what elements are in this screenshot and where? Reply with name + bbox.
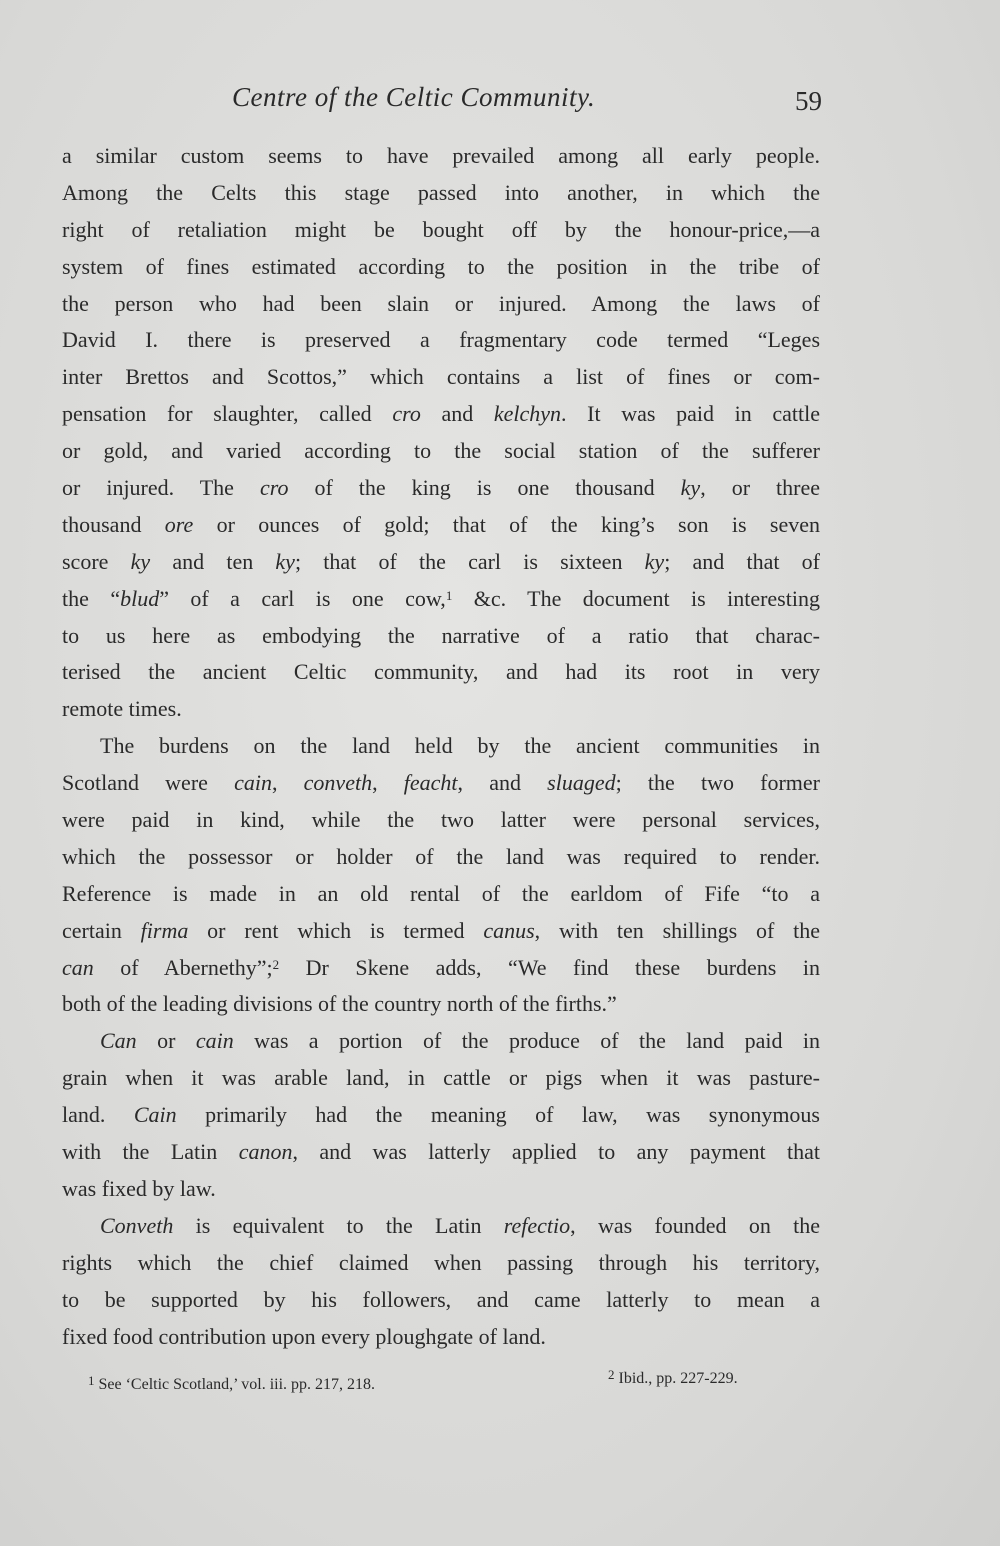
text-line: remote times. (62, 696, 182, 722)
italic-term: ore (164, 511, 194, 537)
italic-term: conveth (303, 770, 373, 796)
text-line: pensation for slaughter, called cro and kelchyn. It was paid in cattle (62, 401, 821, 427)
text-line: Reference is made in an old rental of the earldom of Fife “to a (62, 880, 820, 906)
italic-term: firma (140, 917, 189, 943)
italic-term: ky (130, 548, 151, 574)
text-line: were paid in kind, while the two latter were personal services, (62, 807, 820, 833)
text-line: was fixed by law. (62, 1175, 216, 1201)
paragraph-1 (62, 138, 820, 728)
italic-term: cain (195, 1028, 234, 1054)
text-line: land. Cain primarily had the meaning of law, was synonymous (62, 1102, 820, 1128)
paragraph-4 (62, 1208, 820, 1356)
footnote-reference: 2 (272, 956, 280, 972)
text-line: the “blud” of a carl is one cow,$^1$ &c. The document is interesting (62, 585, 820, 611)
text-line: right of retaliation might be bought off by the honour-price,—a (62, 216, 820, 242)
footnote-text: See ‘Celtic Scotland,’ vol. iii. pp. 217, 218. (98, 1376, 376, 1393)
italic-term: ky (275, 548, 295, 574)
text-line: Among the Celts this stage passed into another, in which the (62, 179, 820, 205)
text-line: rights which the chief claimed when passing through his territory, (62, 1249, 820, 1275)
text-line: inter Brettos and Scottos,” which contains a list of fines or com- (62, 364, 820, 390)
text-line: or injured. The cro of the king is one thousand ky, or three (62, 475, 820, 501)
text-line: Can or cain was a portion of the produce of the land paid in (100, 1028, 820, 1054)
footnote-reference: 1 (445, 587, 453, 603)
italic-term: ky (644, 548, 665, 574)
italic-term: cro (259, 475, 289, 501)
running-title: Centre of the Celtic Community. (232, 82, 596, 112)
text-line: to be supported by his followers, and came latterly to mean a (62, 1286, 820, 1312)
text-line: score ky and ten ky; that of the carl is sixteen ky; and that of (62, 548, 820, 574)
text-line: to us here as embodying the narrative of a ratio that charac- (62, 622, 820, 648)
page-header (62, 82, 822, 122)
text-line: with the Latin canon, and was latterly applied to any payment that (62, 1139, 820, 1165)
italic-term: refectio (503, 1212, 571, 1238)
italic-term: kelchyn (493, 401, 562, 427)
italic-term: feacht (403, 770, 458, 796)
text-line: The burdens on the land held by the ancient communities in (100, 733, 820, 759)
text-line: certain firma or rent which is termed canus, with ten shillings of the (62, 917, 820, 943)
page-number: 59 (795, 86, 822, 116)
text-line: Scotland were cain, conveth, feacht, and sluaged; the two former (62, 770, 821, 796)
italic-term: can (62, 954, 94, 980)
italic-term: ky (680, 475, 701, 501)
text-line: which the possessor or holder of the land was required to render. (62, 843, 820, 869)
text-line: a similar custom seems to have prevailed among all early people. (62, 143, 820, 168)
text-line: or gold, and varied according to the social station of the sufferer (62, 438, 820, 464)
italic-term: blud (120, 585, 160, 611)
text-line: thousand ore or ounces of gold; that of the king’s son is seven (62, 511, 820, 537)
paragraph-3 (62, 1023, 820, 1207)
paragraph-2 (62, 728, 820, 1023)
italic-term: cro (392, 401, 421, 427)
italic-term: sluaged (547, 770, 616, 796)
text-line: Conveth is equivalent to the Latin refectio, was founded on the (100, 1212, 820, 1238)
footnote-2 (608, 1367, 738, 1388)
body-text (62, 138, 820, 1355)
italic-term: canus (483, 917, 535, 943)
footnotes (88, 1367, 788, 1406)
text-line: can of Abernethy”;$^2$ Dr Skene adds, “We find these burdens in (62, 954, 820, 980)
footnote-1 (88, 1373, 376, 1394)
text-line: both of the leading divisions of the country north of the firths.” (62, 991, 617, 1017)
italic-term: Can (100, 1028, 137, 1054)
footnote-marker: 1 (88, 1373, 95, 1388)
italic-term: Cain (133, 1102, 177, 1128)
footnote-marker: 2 (608, 1367, 615, 1382)
italic-term: canon (238, 1139, 293, 1165)
text-line: system of fines estimated according to the position in the tribe of (62, 253, 820, 279)
footnote-text: Ibid., pp. 227-229. (618, 1370, 738, 1387)
text-line: grain when it was arable land, in cattle or pigs when it was pasture- (62, 1065, 820, 1091)
text-line: fixed food contribution upon every ploughgate of land. (62, 1323, 546, 1349)
italic-term: cain (234, 770, 272, 796)
italic-term: Conveth (100, 1212, 174, 1238)
text-line: David I. there is preserved a fragmentary code termed “Leges (62, 327, 820, 353)
text-line: terised the ancient Celtic community, and had its root in very (62, 659, 820, 685)
text-line: the person who had been slain or injured. Among the laws of (62, 290, 820, 316)
